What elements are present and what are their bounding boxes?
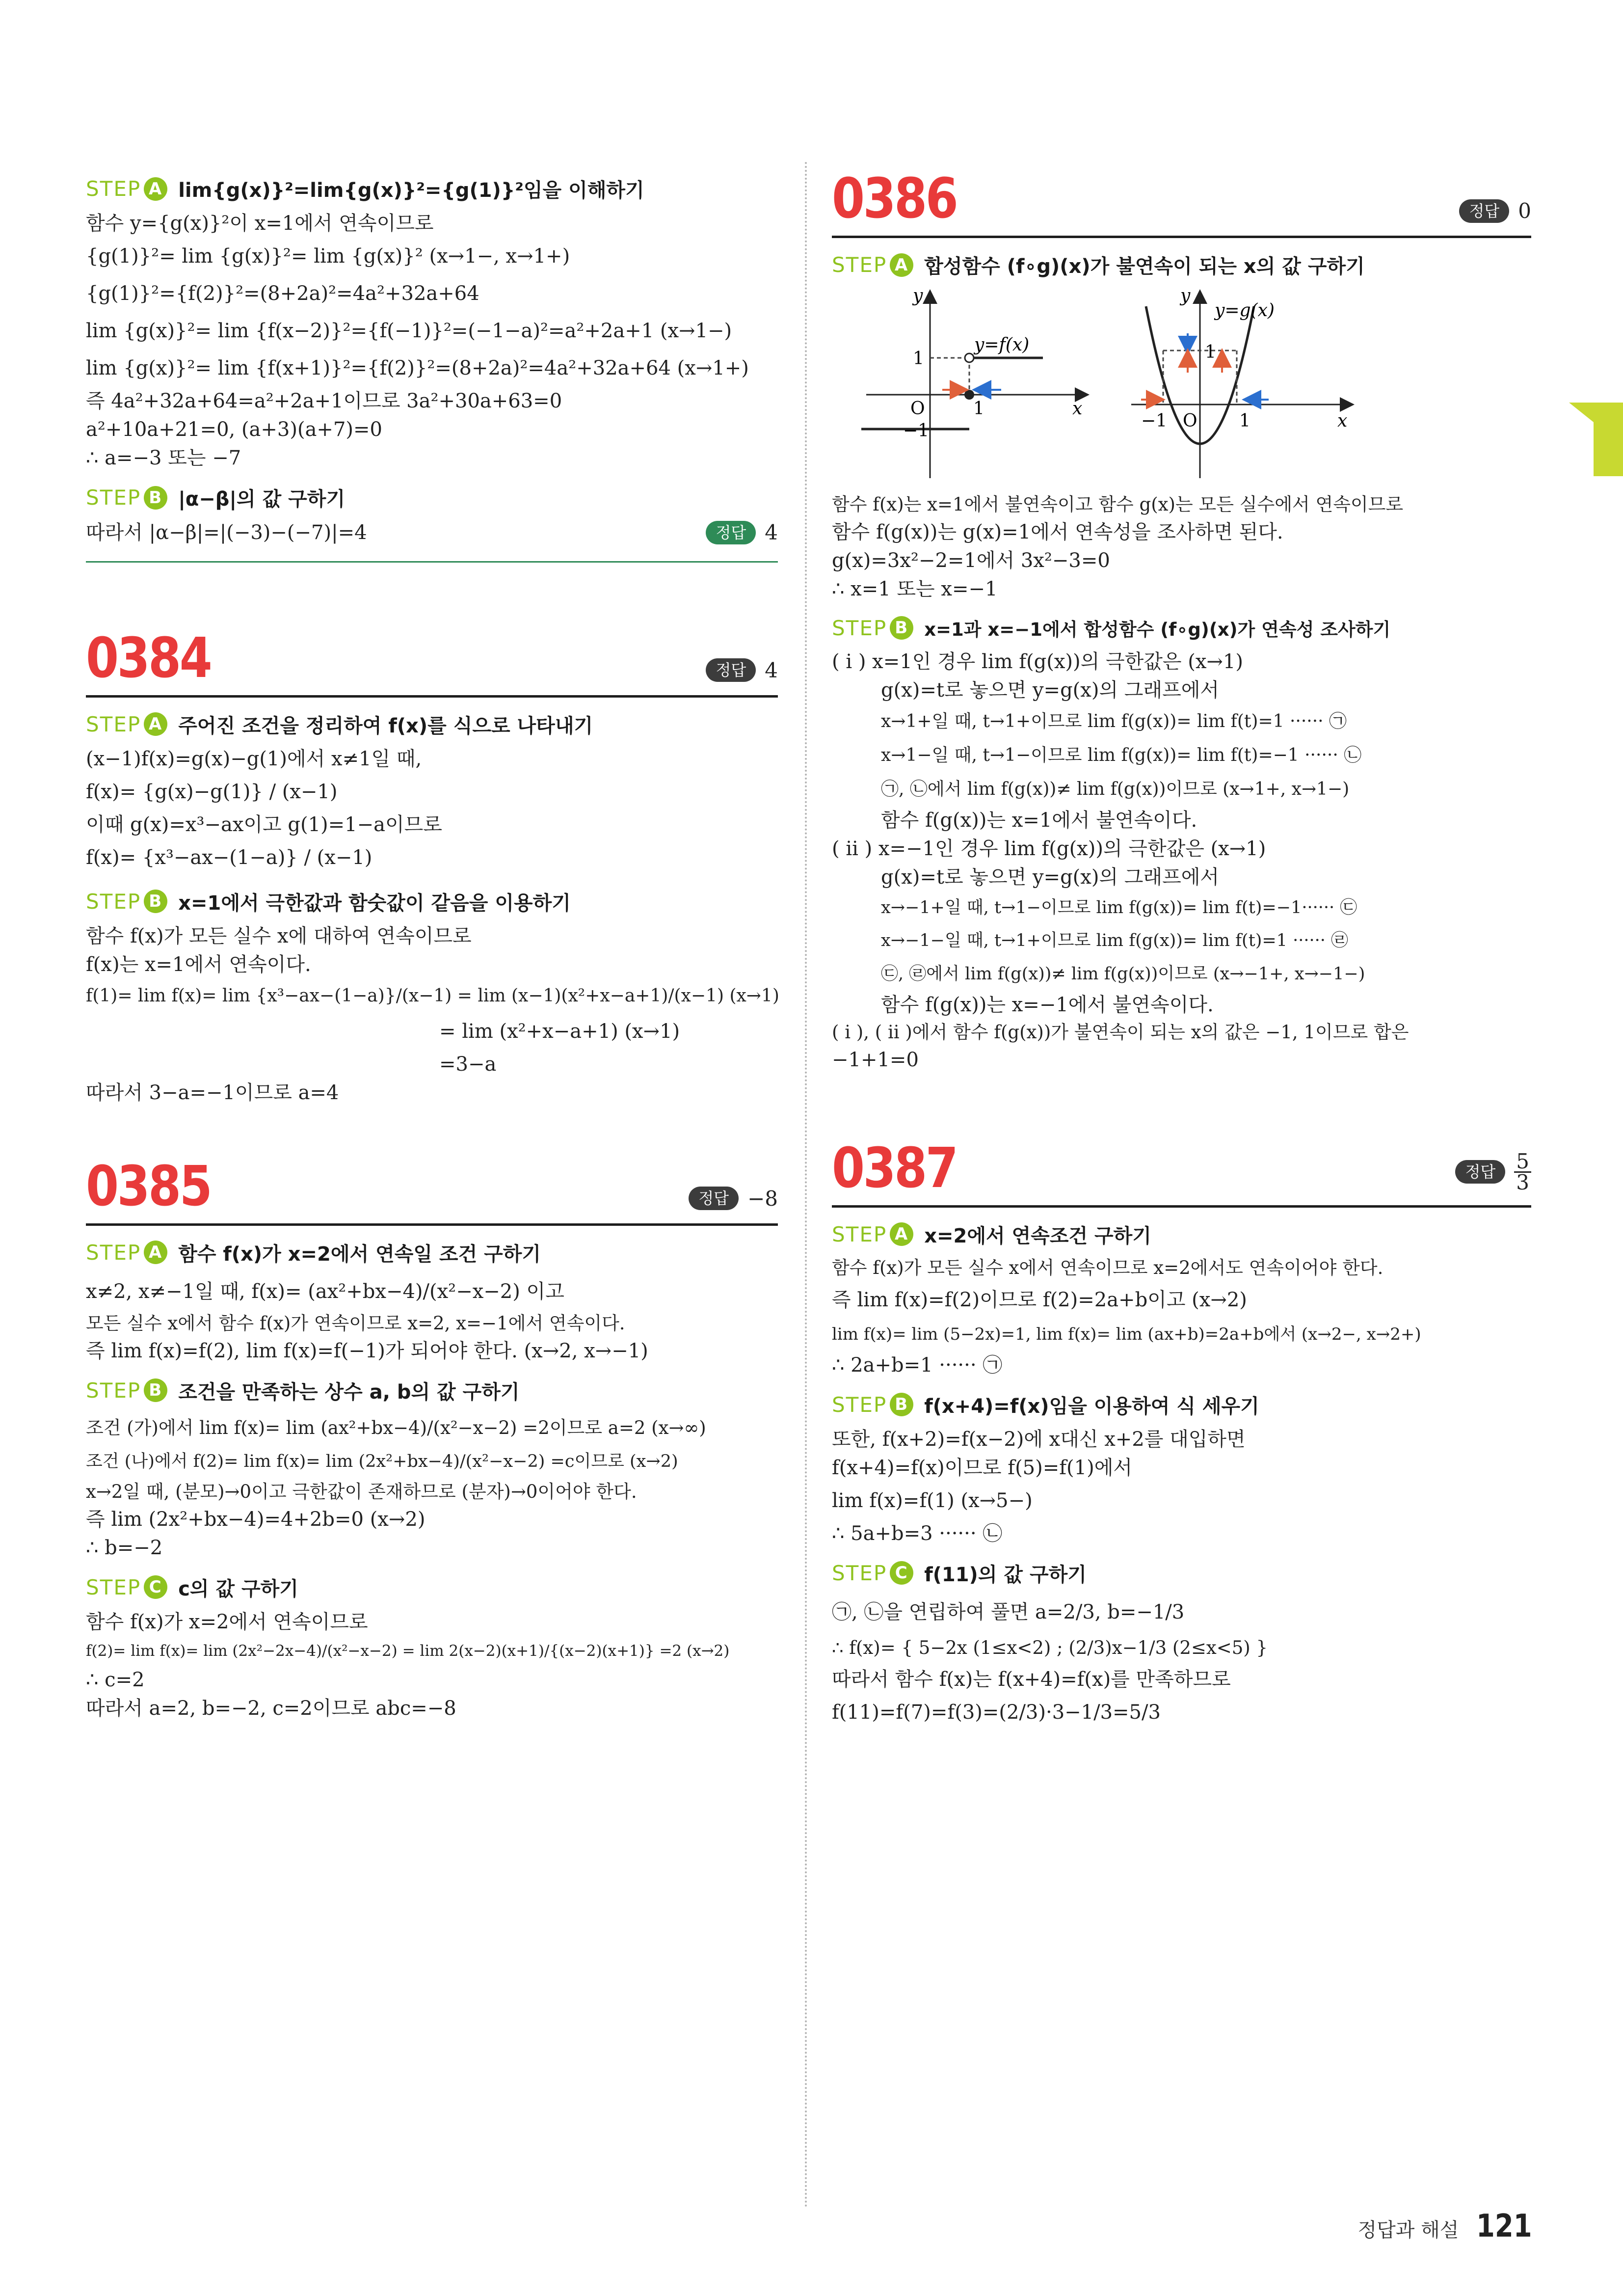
- solution-line: ( i ), ( ii )에서 함수 f(g(x))가 불연속이 되는 x의 값은 −1, 1이므로 합은: [832, 1021, 1409, 1043]
- solution-line: ∴ a=−3 또는 −7: [86, 447, 241, 469]
- left-column: [86, 162, 778, 1724]
- problem-0383-continued: [86, 175, 778, 563]
- step-label: STEP: [832, 1561, 887, 1585]
- step-a-0387: [832, 1220, 1531, 1248]
- solution-line: ∴ 2a+b=1 ······ ㉠: [832, 1353, 1003, 1377]
- step-letter-badge: B: [144, 1378, 167, 1402]
- step-letter-badge: A: [890, 253, 913, 277]
- page-number: 121: [1476, 2208, 1532, 2244]
- step-title: 함수 f(x)가 x=2에서 연속일 조건 구하기: [178, 1243, 541, 1266]
- solution-line: 즉 lim (2x²+bx−4)=4+2b=0 (x→2): [86, 1508, 426, 1531]
- step-label: STEP: [86, 889, 141, 914]
- step-label: STEP: [832, 253, 887, 277]
- solution-line: x→−1−일 때, t→1+이므로 lim f(g(x))= lim f(t)=1 ······ ㉣: [881, 931, 1349, 951]
- step-title: x=1과 x=−1에서 합성함수 (f∘g)(x)가 연속성 조사하기: [924, 619, 1391, 641]
- problem-header: [86, 1150, 778, 1226]
- step-label: STEP: [86, 1240, 141, 1265]
- x-tick-1: 1: [973, 399, 984, 419]
- solution-line: x→−1+일 때, t→1−이므로 lim f(g(x))= lim f(t)=−1······ ㉢: [881, 898, 1357, 918]
- solution-line: 함수 f(x)가 모든 실수 x에 대하여 연속이므로: [86, 924, 472, 947]
- y-tick-neg1: −1: [903, 421, 930, 441]
- solution-line: ㉠, ㉡에서 lim f(g(x))≠ lim f(g(x))이므로 (x→1+, x→1−): [881, 779, 1350, 800]
- origin-label: O: [910, 399, 925, 419]
- solution-line: lim {g(x)}²= lim {f(x−2)}²={f(−1)}²=(−1−a)²=a²+2a+1 (x→1−): [86, 320, 732, 342]
- closed-point: [964, 390, 974, 400]
- footer-label: 정답과 해설: [1357, 2219, 1459, 2242]
- graph-g: [1126, 287, 1357, 483]
- answer-value: 4: [765, 520, 778, 544]
- step-letter-badge: C: [144, 1575, 167, 1599]
- step-label: STEP: [86, 177, 141, 201]
- x-tick-neg1: −1: [1141, 411, 1168, 431]
- step-letter-badge: A: [144, 177, 167, 201]
- solution-line: 함수 f(g(x))는 g(x)=1에서 연속성을 조사하면 된다.: [832, 521, 1283, 544]
- solution-line: 즉 4a²+32a+64=a²+2a+1이므로 3a²+30a+63=0: [86, 390, 562, 412]
- solution-line: ∴ c=2: [86, 1669, 145, 1692]
- solution-line: 조건 (나)에서 f(2)= lim f(x)= lim (2x²+bx−4)/(x²−x−2) =c이므로 (x→2): [86, 1452, 678, 1472]
- answer-box: [1459, 199, 1531, 223]
- problem-0384: [86, 621, 778, 1106]
- curve-label: y=g(x): [1215, 300, 1275, 321]
- step-letter-badge: B: [144, 890, 167, 913]
- solution-line: 함수 f(g(x))는 x=−1에서 불연속이다.: [881, 993, 1214, 1016]
- step-a-0383: [86, 175, 778, 203]
- step-label: STEP: [86, 712, 141, 736]
- section-rule: [86, 561, 778, 563]
- graph-f: [861, 287, 1092, 483]
- answer-box: [689, 1187, 778, 1211]
- y-axis-label: y: [1180, 287, 1191, 306]
- solution-line: ㉢, ㉣에서 lim f(g(x))≠ lim f(g(x))이므로 (x→−1+, x→−1−): [881, 964, 1365, 984]
- solution-line: g(x)=3x²−2=1에서 3x²−3=0: [832, 549, 1110, 572]
- solution-line: ∴ x=1 또는 x=−1: [832, 578, 998, 601]
- step-letter-badge: B: [144, 486, 167, 510]
- answer-box: [706, 658, 778, 682]
- step-b-0385: [86, 1377, 778, 1405]
- problem-header: [86, 621, 778, 698]
- solution-line: f(x+4)=f(x)이므로 f(5)=f(1)에서: [832, 1456, 1132, 1479]
- solution-line: g(x)=t로 놓으면 y=g(x)의 그래프에서: [881, 866, 1219, 889]
- step-b-0386: [832, 615, 1531, 641]
- open-point: [965, 353, 974, 362]
- solution-line: ( ii ) x=−1인 경우 lim f(g(x))의 극한값은 (x→1): [832, 837, 1266, 861]
- solution-line: x≠2, x≠−1일 때, f(x)= (ax²+bx−4)/(x²−x−2) 이고: [86, 1280, 564, 1303]
- problem-header: [832, 162, 1531, 238]
- step-title: c의 값 구하기: [178, 1577, 298, 1600]
- solution-line: 함수 f(x)는 x=1에서 불연속이고 함수 g(x)는 모든 실수에서 연속이므로: [832, 494, 1404, 515]
- step-letter-badge: B: [890, 616, 913, 640]
- answer-badge: 정답: [1459, 199, 1509, 223]
- answer-fraction: [1514, 1149, 1531, 1194]
- solution-line: 또한, f(x+2)=f(x−2)에 x대신 x+2를 대입하면: [832, 1428, 1246, 1451]
- solution-line: 즉 lim f(x)=f(2)이므로 f(2)=2a+b이고 (x→2): [832, 1289, 1247, 1312]
- solution-line: g(x)=t로 놓으면 y=g(x)의 그래프에서: [881, 679, 1219, 702]
- solution-line: ∴ 5a+b=3 ······ ㉡: [832, 1522, 1003, 1545]
- solution-line: −1+1=0: [832, 1048, 919, 1071]
- answer-value: 4: [765, 658, 778, 682]
- solution-line: x→2일 때, (분모)→0이고 극한값이 존재하므로 (분자)→0이어야 한다.: [86, 1481, 637, 1502]
- solution-line: 따라서 a=2, b=−2, c=2이므로 abc=−8: [86, 1697, 456, 1720]
- solution-line: 조건 (가)에서 lim f(x)= lim (ax²+bx−4)/(x²−x−2) =2이므로 a=2 (x→∞): [86, 1417, 706, 1438]
- problem-0385: [86, 1150, 778, 1721]
- solution-line: 함수 f(x)가 x=2에서 연속이므로: [86, 1610, 368, 1633]
- problem-number: 0387: [832, 1136, 957, 1200]
- solution-line: f(x)= {x³−ax−(1−a)} / (x−1): [86, 846, 372, 869]
- solution-line: 함수 f(x)가 모든 실수 x에서 연속이므로 x=2에서도 연속이어야 한다.: [832, 1257, 1384, 1278]
- problem-0387: [832, 1132, 1531, 1729]
- step-title: lim{g(x)}²=lim{g(x)}²={g(1)}²임을 이해하기: [178, 179, 644, 202]
- answer-value: −8: [747, 1186, 778, 1211]
- step-c-0387: [832, 1559, 1531, 1587]
- answer-numerator: 5: [1514, 1152, 1531, 1173]
- solution-line: =3−a: [439, 1053, 497, 1076]
- solution-line: lim f(x)= lim (5−2x)=1, lim f(x)= lim (ax+b)=2a+b에서 (x→2−, x→2+): [832, 1324, 1421, 1345]
- chapter-side-tab: [1594, 403, 1623, 476]
- step-label: STEP: [832, 616, 887, 640]
- final-statement: 따라서 |α−β|=|(−3)−(−7)|=4: [86, 521, 367, 544]
- solution-line: x→1−일 때, t→1−이므로 lim f(g(x))= lim f(t)=−1 ······ ㉡: [881, 745, 1362, 766]
- step-label: STEP: [86, 1575, 141, 1599]
- solution-line: (x−1)f(x)=g(x)−g(1)에서 x≠1일 때,: [86, 747, 422, 770]
- answer-value: 0: [1518, 199, 1531, 223]
- solution-line: f(2)= lim f(x)= lim (2x²−2x−4)/(x²−x−2) = lim 2(x−2)(x+1)/{(x−2)(x+1)} =2 (x→2): [86, 1642, 730, 1660]
- step-label: STEP: [86, 1378, 141, 1403]
- graphs: [861, 287, 1531, 483]
- x-axis-label: x: [1072, 399, 1083, 419]
- answer-denominator: 3: [1516, 1170, 1529, 1194]
- problem-number: 0386: [832, 167, 957, 231]
- y-axis-label: y: [913, 287, 923, 306]
- solution-line: lim {g(x)}²= lim {f(x+1)}²={f(2)}²=(8+2a)²=4a²+32a+64 (x→1+): [86, 357, 749, 379]
- step-letter-badge: B: [890, 1393, 913, 1416]
- step-c-0385: [86, 1573, 778, 1601]
- problem-0386: [832, 162, 1531, 1073]
- curve-label: y=f(x): [974, 335, 1030, 355]
- step-title: 조건을 만족하는 상수 a, b의 값 구하기: [178, 1380, 520, 1404]
- column-divider: [805, 162, 807, 2209]
- solution-line: a²+10a+21=0, (a+3)(a+7)=0: [86, 418, 382, 441]
- solution-line: x→1+일 때, t→1+이므로 lim f(g(x))= lim f(t)=1 ······ ㉠: [881, 711, 1347, 732]
- solution-line: ∴ b=−2: [86, 1536, 163, 1559]
- step-a-0385: [86, 1239, 778, 1267]
- page-footer: [1357, 2208, 1537, 2244]
- step-a-0386: [832, 251, 1531, 279]
- step-label: STEP: [832, 1222, 887, 1246]
- solution-line: {g(1)}²={f(2)}²=(8+2a)²=4a²+32a+64: [86, 282, 479, 305]
- problem-number: 0385: [86, 1154, 211, 1218]
- solution-line: = lim (x²+x−a+1) (x→1): [439, 1020, 680, 1043]
- problem-header: [832, 1132, 1531, 1208]
- answer-badge: 정답: [1455, 1160, 1505, 1184]
- y-tick-1: 1: [913, 349, 924, 369]
- solution-line: f(x)는 x=1에서 연속이다.: [86, 953, 311, 976]
- solution-line: f(11)=f(7)=f(3)=(2/3)·3−1/3=5/3: [832, 1701, 1161, 1724]
- right-column: [832, 162, 1531, 1732]
- step-title: f(11)의 값 구하기: [924, 1563, 1087, 1586]
- solution-line: 모든 실수 x에서 함수 f(x)가 연속이므로 x=2, x=−1에서 연속이다.: [86, 1312, 625, 1334]
- solution-line: 함수 f(g(x))는 x=1에서 불연속이다.: [881, 809, 1197, 832]
- solution-line: {g(1)}²= lim {g(x)}²= lim {g(x)}² (x→1−, x→1+): [86, 245, 570, 268]
- step-letter-badge: A: [144, 1241, 167, 1264]
- step-title: |α−β|의 값 구하기: [178, 488, 346, 511]
- origin-label: O: [1183, 411, 1197, 431]
- x-axis-label: x: [1337, 411, 1348, 431]
- problem-number: 0384: [86, 626, 211, 690]
- solution-line: 함수 y={g(x)}²이 x=1에서 연속이므로: [86, 212, 434, 235]
- solution-line: ㉠, ㉡을 연립하여 풀면 a=2/3, b=−1/3: [832, 1600, 1185, 1623]
- solution-line: ( i ) x=1인 경우 lim f(g(x))의 극한값은 (x→1): [832, 650, 1244, 674]
- step-title: f(x+4)=f(x)임을 이용하여 식 세우기: [924, 1395, 1259, 1418]
- solution-line: ∴ f(x)= { 5−2x (1≤x<2) ; (2/3)x−1/3 (2≤x<5) }: [832, 1637, 1268, 1658]
- step-b-0387: [832, 1391, 1531, 1419]
- x-tick-1: 1: [1239, 411, 1251, 431]
- answer-badge: 정답: [706, 521, 756, 544]
- final-answer-line: [86, 519, 778, 546]
- step-title: x=2에서 연속조건 구하기: [924, 1224, 1151, 1247]
- step-title: x=1에서 극한값과 함숫값이 같음을 이용하기: [178, 891, 571, 915]
- solution-line: 따라서 함수 f(x)는 f(x+4)=f(x)를 만족하므로: [832, 1668, 1231, 1691]
- answer-box: [706, 519, 778, 546]
- step-a-0384: [86, 710, 778, 738]
- step-label: STEP: [86, 486, 141, 510]
- step-letter-badge: C: [890, 1561, 913, 1585]
- answer-box: [1455, 1149, 1531, 1194]
- step-letter-badge: A: [890, 1222, 913, 1246]
- step-b-0383: [86, 484, 778, 512]
- step-title: 주어진 조건을 정리하여 f(x)를 식으로 나타내기: [178, 714, 593, 737]
- solution-line: f(1)= lim f(x)= lim {x³−ax−(1−a)}/(x−1) = lim (x−1)(x²+x−a+1)/(x−1) (x→1): [86, 985, 779, 1006]
- y-tick-1: 1: [1205, 342, 1216, 362]
- step-letter-badge: A: [144, 712, 167, 736]
- solution-line: f(x)= {g(x)−g(1)} / (x−1): [86, 780, 338, 803]
- solution-line: 따라서 3−a=−1이므로 a=4: [86, 1081, 339, 1104]
- answer-badge: 정답: [689, 1187, 739, 1210]
- answer-badge: 정답: [706, 658, 756, 682]
- step-b-0384: [86, 888, 778, 916]
- step-title: 합성함수 (f∘g)(x)가 불연속이 되는 x의 값 구하기: [924, 255, 1365, 278]
- solution-line: 이때 g(x)=x³−ax이고 g(1)=1−a이므로: [86, 813, 442, 836]
- solution-line: 즉 lim f(x)=f(2), lim f(x)=f(−1)가 되어야 한다. (x→2, x→−1): [86, 1339, 648, 1362]
- step-label: STEP: [832, 1392, 887, 1417]
- solution-line: lim f(x)=f(1) (x→5−): [832, 1489, 1033, 1512]
